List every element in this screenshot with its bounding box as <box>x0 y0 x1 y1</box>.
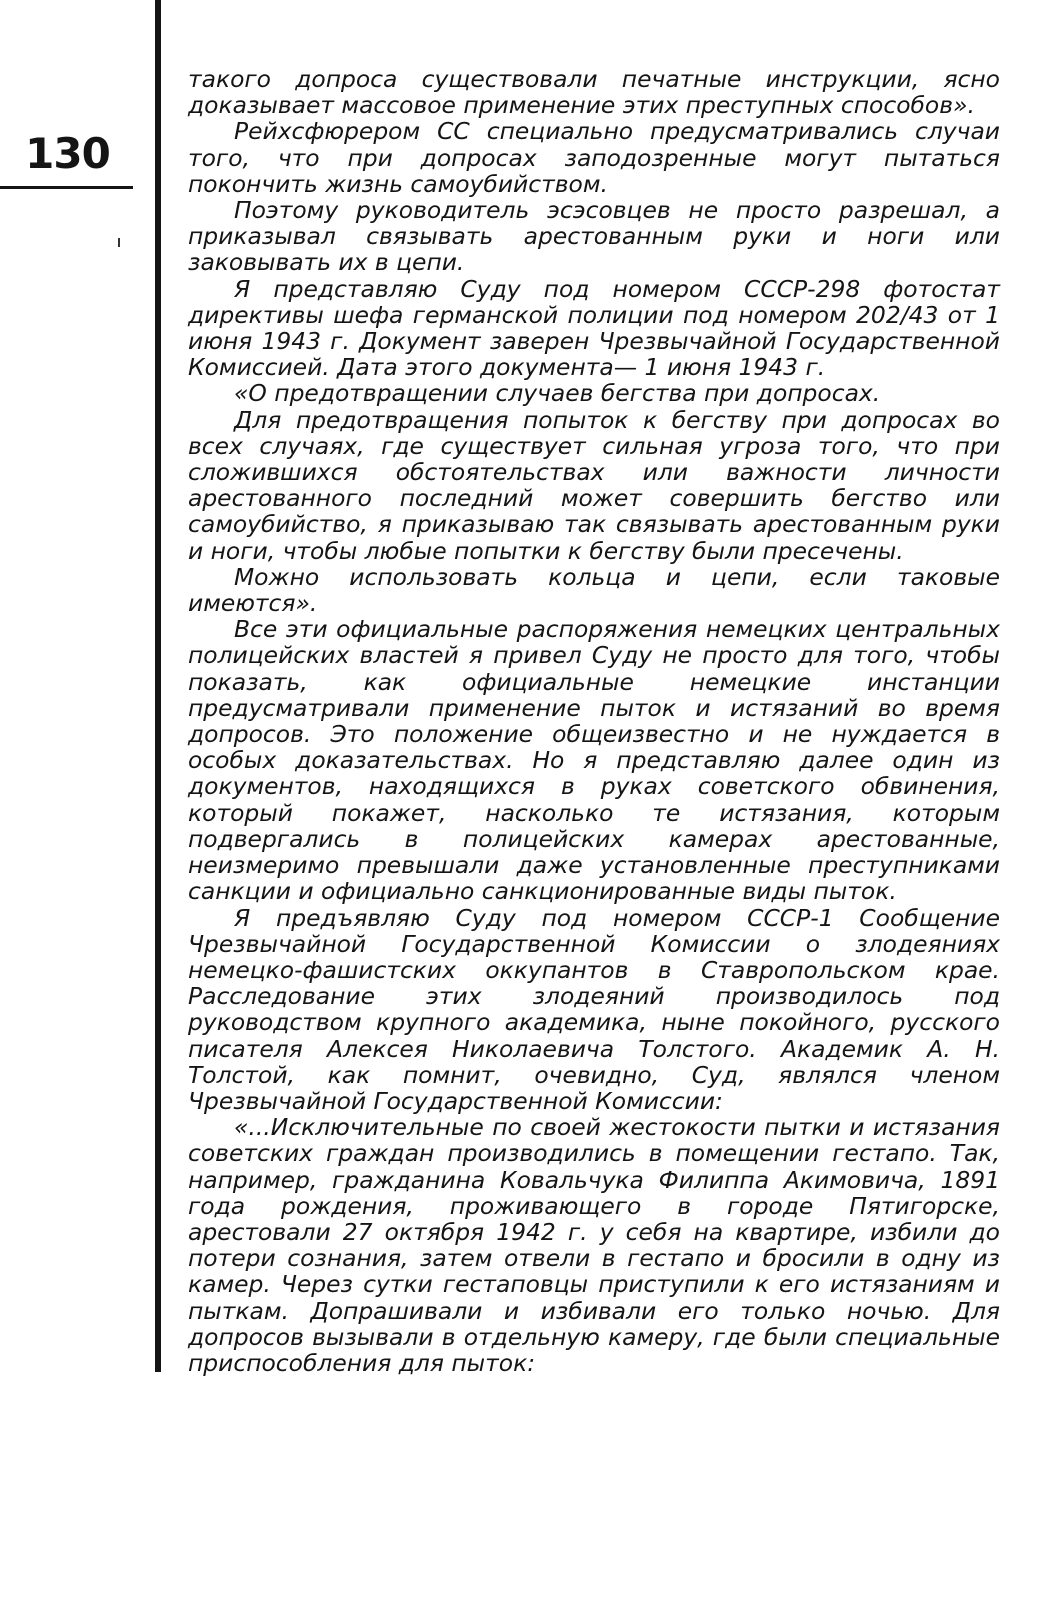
paragraph-1: такого допроса существовали печатные инструкции, ясно доказывает массовое применение этих преступных способов». <box>188 65 1000 120</box>
paragraph-4: Я представляю Суду под номером СССР-298 фотостат директивы шефа германской полиции под номером 202/43 от 1 июня 1943 г. Документ заверен Чрезвычайной Государственной Комиссией. Дата этого документа— 1 июня 1943 г. <box>188 274 1000 382</box>
paragraph-2: Рейхсфюрером СС специально предусматривались случаи того, что при допросах заподозренные могут пытаться покончить жизнь самоубийством. <box>188 117 1000 198</box>
vertical-margin-rule <box>155 0 161 1372</box>
page-number-rule <box>0 186 133 189</box>
paragraph-9: Я предъявляю Суду под номером СССР-1 Сообщение Чрезвычайной Государственной Комиссии о злодеяниях немецко-фашистских оккупантов в Ставропольском крае. Расследование этих злодеяний производилось под руководством крупного академика, ныне покойного, русского писателя Алексея Николаевича Толстого. Академик А. Н. Толстой, как помнит, очевидно, Суд, являлся членом Чрезвычайной Государственной Комиссии: <box>188 903 1000 1115</box>
paragraph-10: «...Исключительные по своей жестокости пытки и истязания советских граждан производились в помещении гестапо. Так, например, гражданина Ковальчука Филиппа Акимовича, 1891 года рождения, проживающего в городе Пятигорске, арестовали 27 октября 1942 г. у себя на квартире, избили до потери сознания, затем отвели в гестапо и бросили в одну из камер. Через сутки гестаповцы приступили к его истязаниям и пыткам. Допрашивали и избивали его только ночью. Для допросов вызывали в отдельную камеру, где были специальные приспособления для пыток: <box>188 1113 1000 1377</box>
paragraph-5: «О предотвращении случаев бегства при допросах. <box>234 379 881 408</box>
page-number: 130 <box>25 129 110 178</box>
text-column <box>188 66 1000 1376</box>
paragraph-3: Поэтому руководитель эсэсовцев не просто разрешал, а приказывал связывать арестованным руки и ноги или заковывать их в цепи. <box>188 196 1000 277</box>
paragraph-7: Можно использовать кольца и цепи, если таковые имеются». <box>188 562 1000 618</box>
paragraph-8: Все эти официальные распоряжения немецких центральных полицейских властей я привел Суду не просто для того, чтобы показать, как официальные немецкие инстанции предусматривали применение пыток и истязаний во время допросов. Это положение общеизвестно и не нуждается в особых доказательствах. Но я представляю далее один из документов, находящихся в руках советского обвинения, который покажет, насколько те истязания, которым подвергались в полицейских камерах арестованные, неизмеримо превышали даже установленные преступниками санкции и официально санкционированные виды пыток. <box>188 615 1000 906</box>
margin-tick-mark <box>118 238 120 247</box>
paragraph-6: Для предотвращения попыток к бегству при допросах во всех случаях, где существует сильная угроза того, что при сложившихся обстоятельствах или важности личности арестованного последний может совершить бегство или самоубийство, я приказываю так связывать арестованным руки и ноги, чтобы любые попытки к бегству были пресечены. <box>188 405 1000 565</box>
